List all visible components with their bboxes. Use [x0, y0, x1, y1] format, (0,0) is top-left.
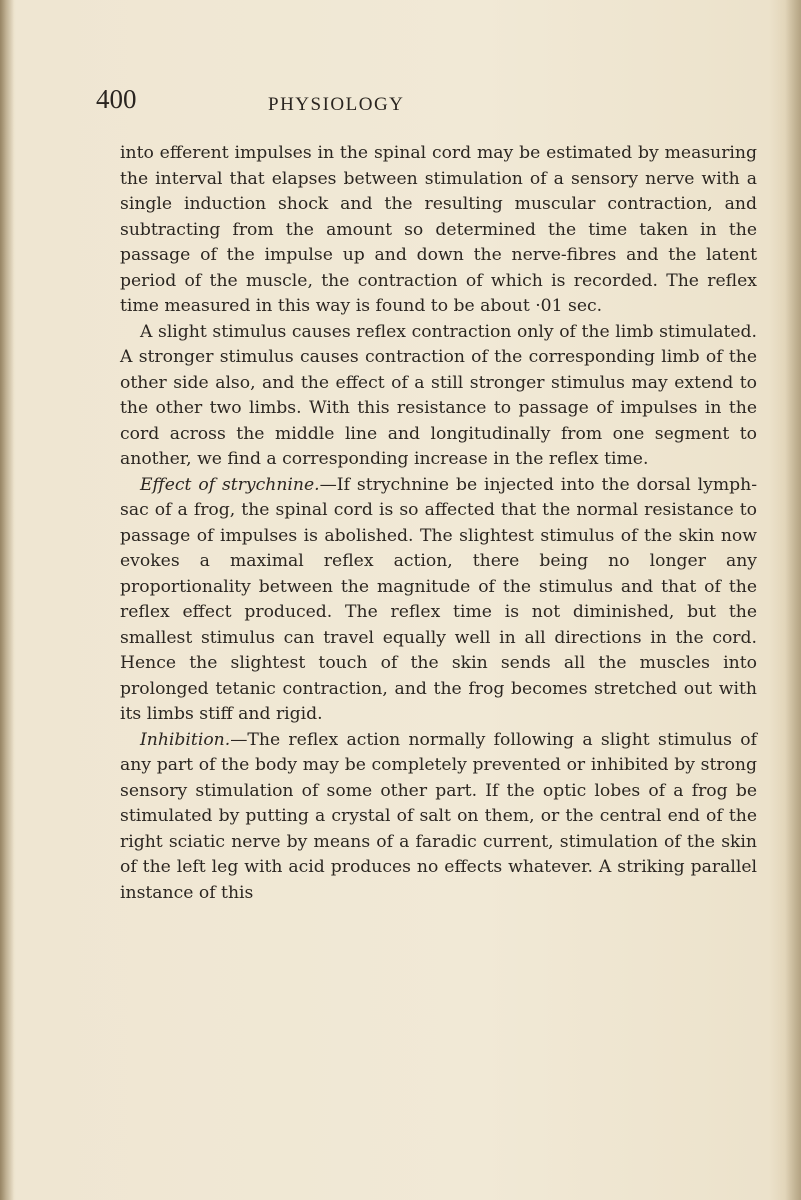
inhibition-text: —The reflex action normally following a slight stimulus of any part of the body may be completely prevented or inhibited by strong sensory stimulation of some other part. If the optic lobes of a frog be stimulated by putting a crystal of salt on them, or the central end of the right sciatic nerve by means of a faradic current, stimulation of the skin of the left leg with acid produces no effects whatever. A striking parallel instance of this	[120, 729, 757, 903]
paragraph-stimulus-strength: A slight stimulus causes reflex contraction only of the limb stimulated. A stronger stimulus causes contraction of the corresponding limb of the other side also, and the effect of a still stronger stimulus may extend to the other two limbs. With this resistance to passage of impulses in the cord across the middle line and longitudinally from one segment to another, we find a corresponding increase in the reflex time.	[120, 321, 757, 469]
binding-shadow	[0, 0, 14, 1200]
strychnine-heading: Effect of strychnine.	[140, 474, 320, 495]
page-number: 400	[96, 84, 137, 114]
paragraph-reflex-time: into efferent impulses in the spinal cord may be estimated by measuring the interval that elapses between stimulation of a sensory nerve with a single induction shock and the resulting muscular contraction, and subtracting from the amount so determined the time taken in the passage of the impulse up and down the nerve-fibres and the latent period of the muscle, the contraction of which is recorded. The reflex time measured in this way is found to be about ·01 sec.	[120, 143, 757, 316]
page-edge	[785, 0, 801, 1200]
page-header	[96, 84, 736, 124]
running-head: PHYSIOLOGY	[268, 94, 405, 115]
strychnine-text: —If strychnine be injected into the dorsal lymph-sac of a frog, the spinal cord is so affected that the normal resistance to passage of impulses is abolished. The slightest stimulus of the skin now evokes a maximal reflex action, there being no longer any proportionality between the magnitude of the stimulus and that of the reflex effect produced. The reflex time is not diminished, but the smallest stimulus can travel equally well in all directions in the cord. Hence the slightest touch of the skin sends all the muscles into prolonged tetanic contraction, and the frog becomes stretched out with its limbs stiff and rigid.	[120, 474, 757, 724]
body-text	[120, 141, 757, 906]
inhibition-heading: Inhibition.	[140, 729, 231, 750]
paragraph-strychnine	[120, 473, 757, 728]
paragraph-inhibition	[120, 728, 757, 907]
